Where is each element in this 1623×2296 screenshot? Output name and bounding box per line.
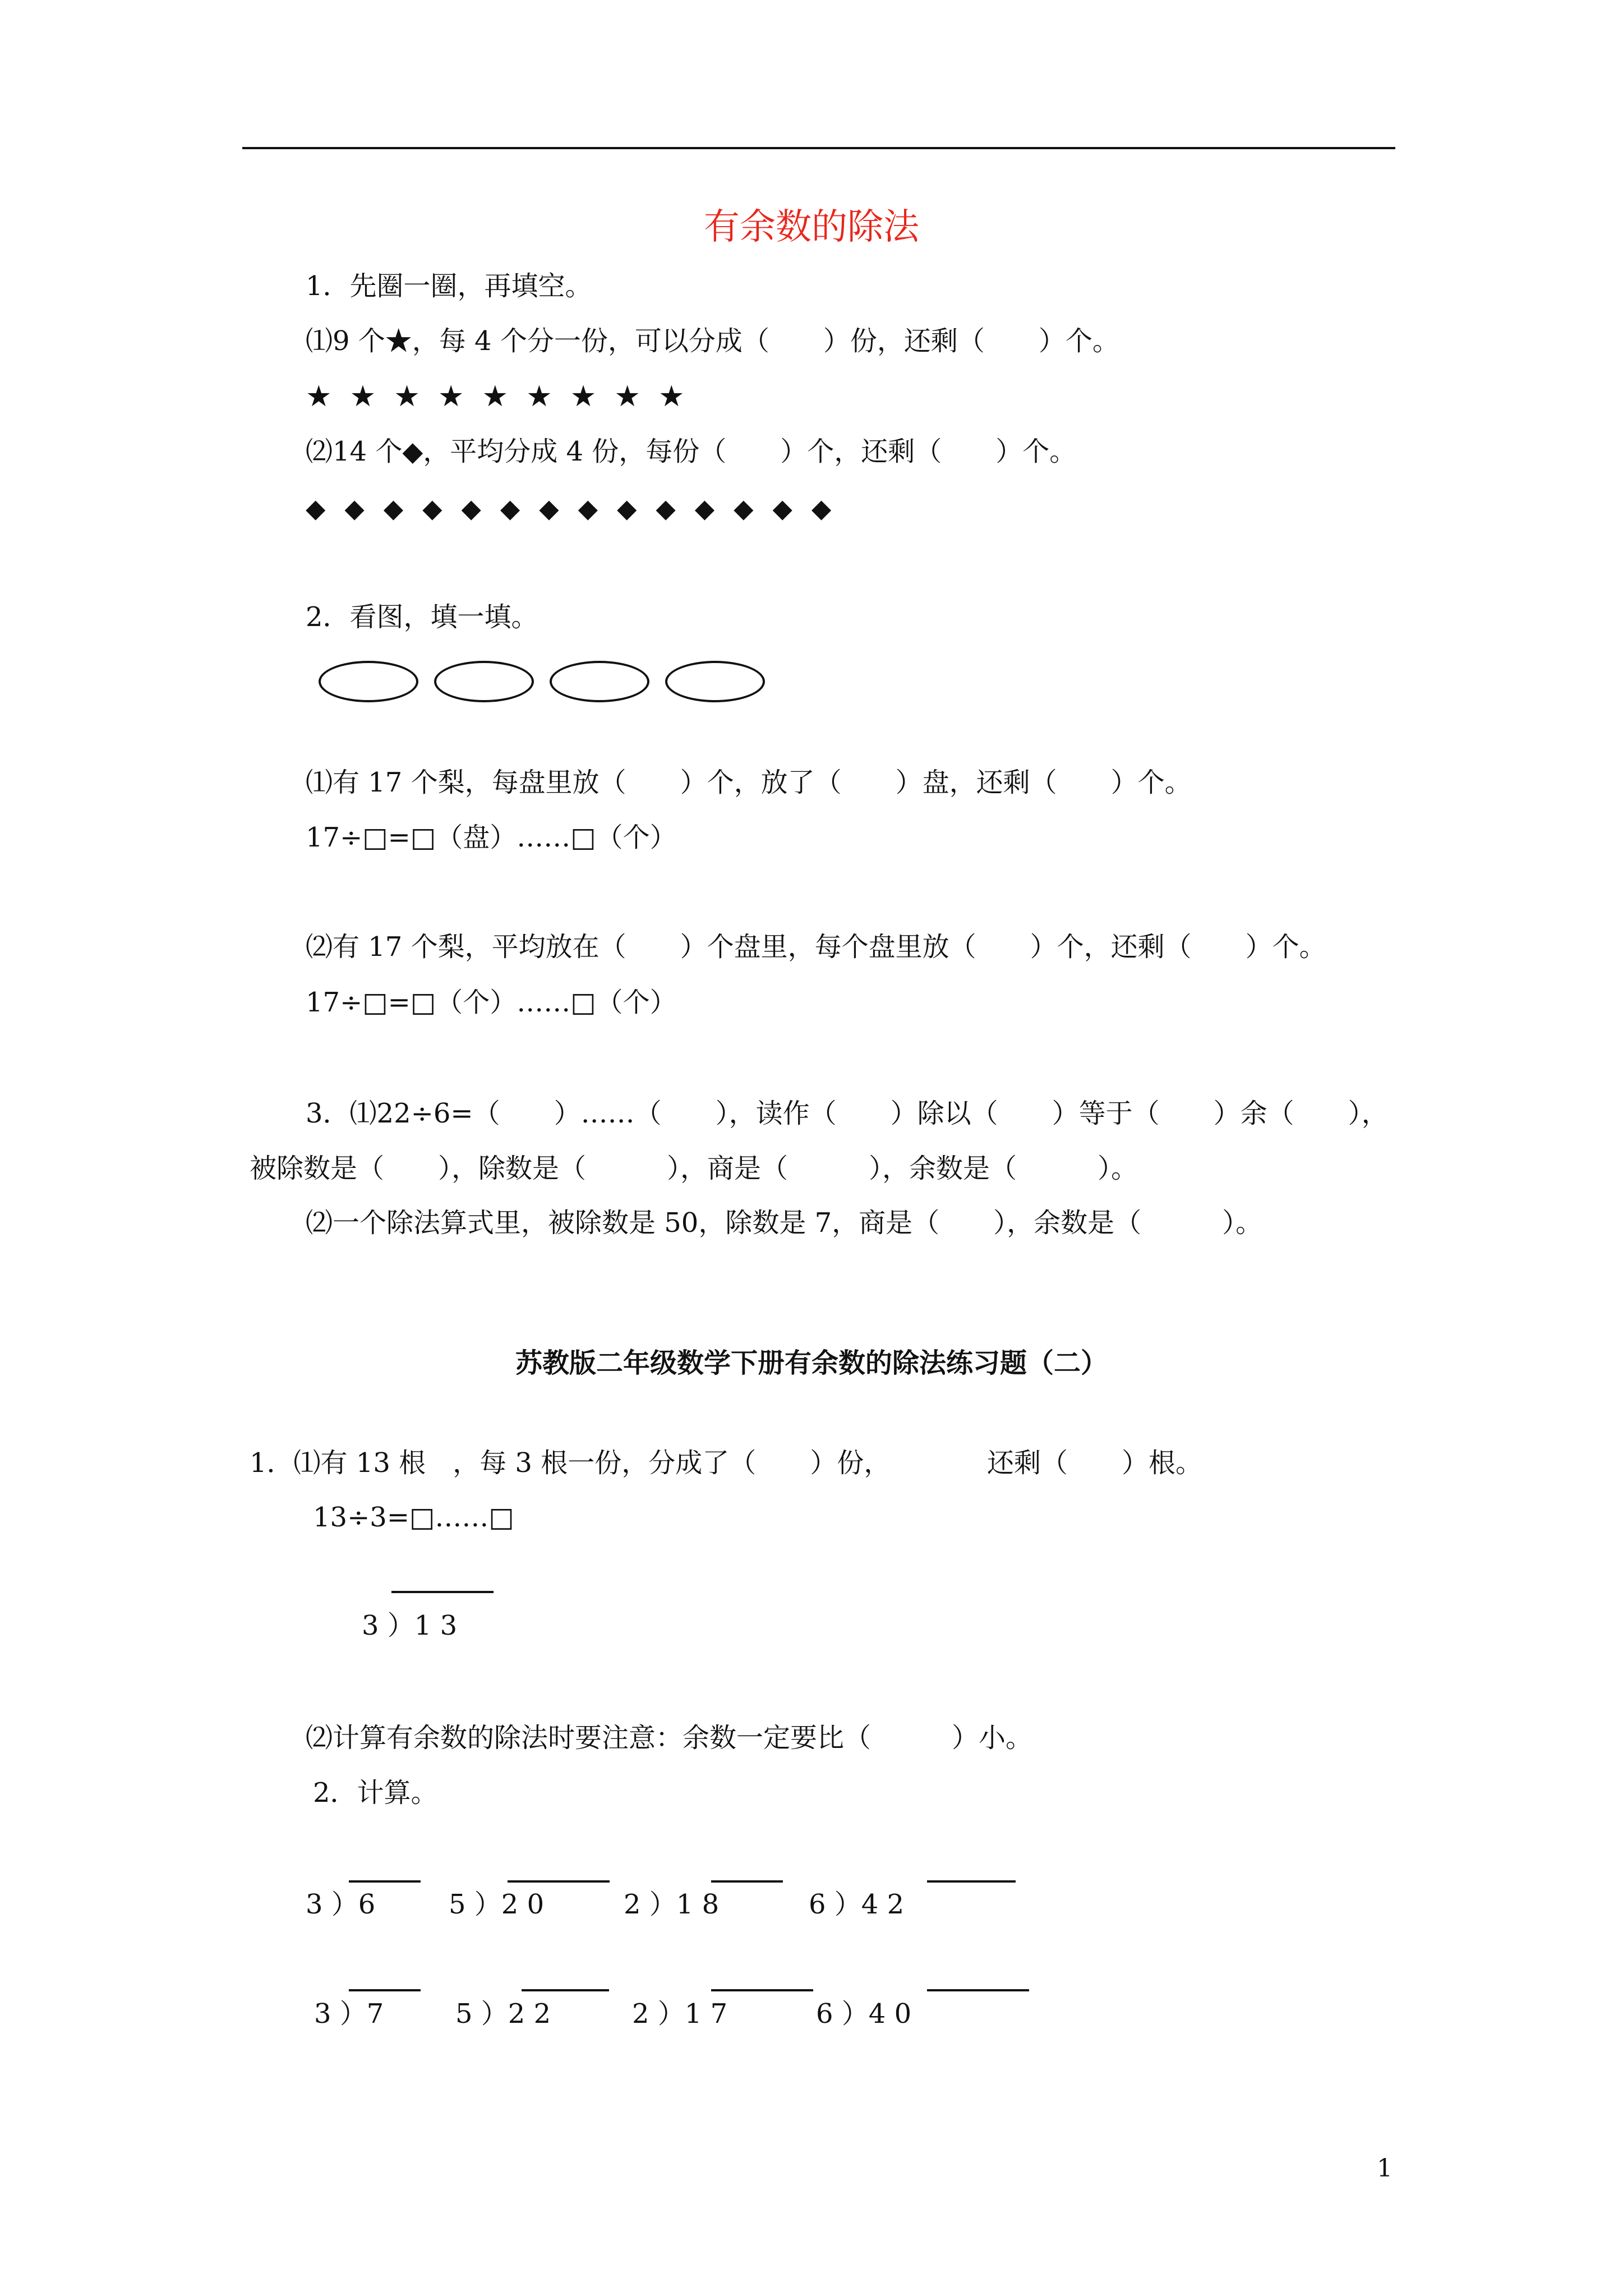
division-bar	[522, 1989, 609, 1991]
division-bar	[349, 1880, 421, 1883]
plate-oval-3	[550, 661, 649, 702]
page-title: 有余数的除法	[704, 206, 919, 248]
header-rule	[242, 147, 1395, 149]
part1-q1-1: ⑴9 个★，每 4 个分一份，可以分成（ ）份，还剩（ ）个。	[306, 325, 1119, 357]
division-bar	[711, 1989, 813, 1991]
division-problem: 5 ）2 2	[455, 1998, 551, 2030]
division-bar	[508, 1880, 610, 1883]
diamonds-row: ◆◆◆◆◆◆◆◆◆◆◆◆◆◆	[306, 493, 851, 523]
part1-q2-1: ⑴有 17 个梨，每盘里放（ ）个，放了（ ）盘，还剩（ ）个。	[306, 767, 1192, 798]
part2-title: 苏教版二年级数学下册有余数的除法练习题（二）	[515, 1347, 1108, 1379]
part1-q2-1-equation: 17÷□=□（盘）……□（个）	[306, 822, 677, 853]
part2-q1-2: ⑵计算有余数的除法时要注意：余数一定要比（ ）小。	[306, 1722, 1033, 1754]
part2-q1-equation: 13÷3=□……□	[313, 1502, 514, 1533]
part1-q3-2: ⑵一个除法算式里，被除数是 50，除数是 7，商是（ ），余数是（ ）。	[306, 1207, 1263, 1239]
plate-oval-2	[434, 661, 534, 702]
division-problem: 5 ）2 0	[449, 1889, 545, 1920]
part1-q2-heading: 2．看图，填一填。	[306, 601, 538, 633]
part1-q1-heading: 1．先圈一圈，再填空。	[306, 270, 592, 302]
stars-row: ★★★★★★★★★	[306, 380, 703, 413]
division-problem: 2 ）1 7	[632, 1998, 728, 2030]
part1-q3-1-line2: 被除数是（ ），除数是（ ），商是（ ），余数是（ ）。	[250, 1153, 1138, 1184]
division-problem: 3 ）7	[314, 1998, 384, 2030]
part1-q3-1-line1: 3．⑴22÷6=（ ）……（ ），读作（ ）除以（ ）等于（ ）余（ ），	[306, 1098, 1389, 1129]
division-problem: 3 ）6	[306, 1889, 376, 1920]
part2-q1-1-right: 还剩（ ）根。	[987, 1447, 1203, 1479]
division-problem: 2 ）1 8	[624, 1889, 720, 1920]
part2-q1-long-division: 3 ）1 3	[362, 1610, 458, 1641]
part2-q1-1-left: 1．⑴有 13 根 ，每 3 根一份，分成了（ ）份，	[250, 1447, 891, 1479]
plate-oval-4	[665, 661, 765, 702]
page-number: 1	[1377, 2154, 1393, 2183]
long-division-bar	[391, 1591, 494, 1593]
division-problem: 6 ）4 2	[809, 1889, 905, 1920]
division-bar	[927, 1989, 1029, 1991]
division-bar	[711, 1880, 783, 1883]
part2-q2-heading: 2．计算。	[313, 1777, 438, 1809]
part1-q2-2: ⑵有 17 个梨，平均放在（ ）个盘里，每个盘里放（ ）个，还剩（ ）个。	[306, 931, 1326, 963]
plate-oval-1	[319, 661, 418, 702]
part1-q2-2-equation: 17÷□=□（个）……□（个）	[306, 987, 677, 1018]
division-bar	[927, 1880, 1016, 1883]
division-bar	[349, 1989, 421, 1991]
part1-q1-2: ⑵14 个◆，平均分成 4 份，每份（ ）个，还剩（ ）个。	[306, 436, 1077, 467]
division-problem: 6 ）4 0	[816, 1998, 912, 2030]
